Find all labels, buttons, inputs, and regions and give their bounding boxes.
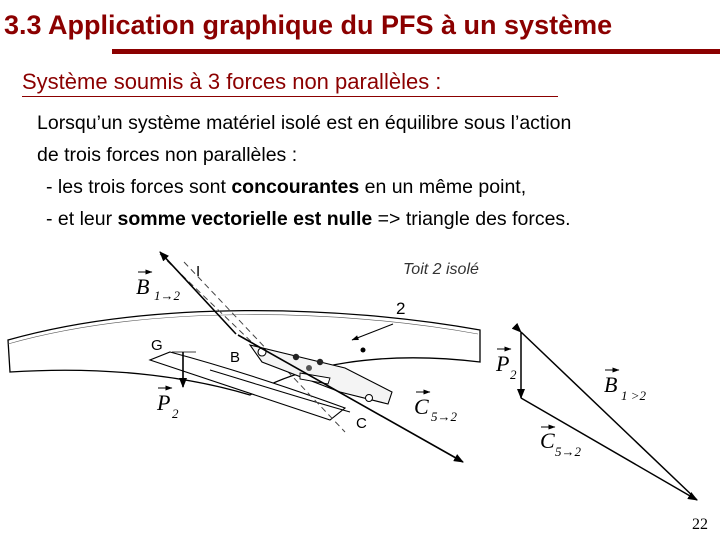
tri-c-label: C [540, 428, 555, 453]
page-number: 22 [692, 516, 708, 533]
roof-dot [361, 348, 366, 353]
subtitle-underline [22, 96, 558, 97]
bullet-1-bold: concourantes [231, 176, 360, 198]
bullet-somme-nulle [46, 208, 571, 231]
part-number-label: 2 [396, 299, 406, 318]
tri-p-sub: 2 [510, 367, 517, 382]
bullet-2-end: => triangle des forces. [372, 208, 571, 230]
bullet-concourantes [46, 176, 526, 199]
force-p-label: P [157, 390, 171, 415]
bullet-1-text: - les trois forces sont [46, 176, 232, 198]
slide-title: 3.3 Application graphique du PFS à un système [4, 10, 613, 40]
bullet-1-end: en un même point, [359, 176, 527, 198]
title-underline-bar [112, 49, 720, 54]
intro-line-1: Lorsqu’un système matériel isolé est en équilibre sous l’action [37, 112, 572, 134]
triangle-c-side [521, 332, 697, 500]
point-c-label: C [356, 415, 367, 432]
force-diagram [0, 240, 720, 540]
bolt-3-icon [306, 365, 312, 371]
force-c-label: C [414, 394, 429, 419]
force-c-sub: 5→2 [431, 409, 457, 424]
tri-c-sub: 5→2 [555, 444, 581, 459]
bolt-1-icon [293, 354, 299, 360]
caption-label: Toit 2 isolé [403, 261, 479, 278]
tri-b-sub: 1 >2 [621, 388, 647, 403]
tri-p-label: P [496, 351, 510, 376]
force-p-sub: 2 [172, 406, 179, 421]
point-g-label: G [151, 337, 163, 354]
pin-c-icon [366, 395, 373, 402]
tri-b-label: B [604, 372, 618, 397]
point-i-label: I [196, 263, 201, 280]
intro-line-2: de trois forces non parallèles : [37, 144, 298, 166]
bolt-2-icon [317, 359, 323, 365]
point-b-label: B [230, 349, 241, 366]
force-b-sub: 1→2 [154, 288, 180, 303]
force-b-label: B [136, 274, 150, 299]
bullet-2-text: - et leur [46, 208, 118, 230]
section-subtitle: Système soumis à 3 forces non parallèles : [22, 69, 442, 94]
bullet-2-bold: somme vectorielle est nulle [117, 208, 373, 230]
